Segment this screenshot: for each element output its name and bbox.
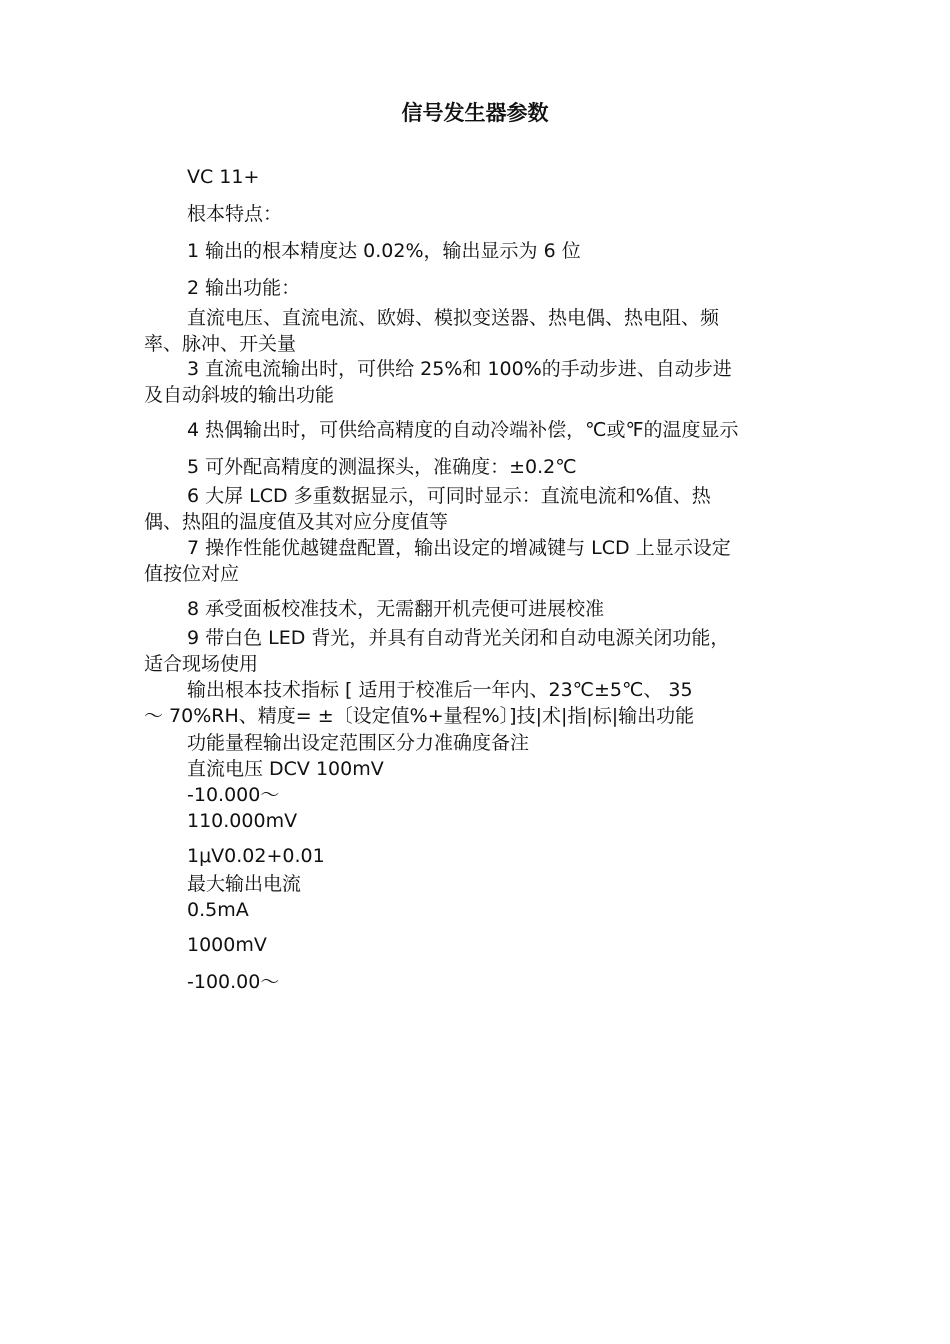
spec-range-1000mv-low: -100.00～: [187, 971, 280, 993]
feature-3: 3 直流电流输出时，可供给 25%和 100%的手动步进、自动步进: [187, 358, 732, 380]
model-line: VC 11+: [187, 166, 260, 188]
feature-7: 7 操作性能优越键盘配置，输出设定的增减键与 LCD 上显示设定: [187, 537, 731, 559]
spec-note: 最大输出电流: [187, 873, 302, 895]
spec-resolution-accuracy: 1μV0.02+0.01: [187, 845, 325, 867]
spec-range-1000mv: 1000mV: [187, 934, 267, 956]
feature-2-detail-cont: 率、脉冲、开关量: [144, 333, 297, 355]
feature-8: 8 承受面板校准技术，无需翻开机壳便可进展校准: [187, 598, 605, 620]
spec-note-value: 0.5mA: [187, 899, 249, 921]
spec-range-low: -10.000～: [187, 784, 280, 806]
feature-9-cont: 适合现场使用: [144, 653, 259, 675]
feature-3-cont: 及自动斜坡的输出功能: [144, 384, 335, 406]
feature-1: 1 输出的根本精度达 0.02%，输出显示为 6 位: [187, 240, 581, 262]
feature-7-cont: 值按位对应: [144, 563, 240, 585]
feature-9: 9 带白色 LED 背光，并具有自动背光关闭和自动电源关闭功能，: [187, 627, 730, 649]
spec-intro: 输出根本技术指标 [ 适用于校准后一年内、23℃±5℃、 35: [187, 679, 693, 701]
spec-table-header: 功能量程输出设定范围区分力准确度备注: [187, 732, 530, 754]
feature-5: 5 可外配高精度的测温探头，准确度：±0.2℃: [187, 456, 577, 478]
spec-row-dcv: 直流电压 DCV 100mV: [187, 758, 384, 780]
feature-2-detail: 直流电压、直流电流、欧姆、模拟变送器、热电偶、热电阻、频: [187, 307, 720, 329]
feature-2: 2 输出功能：: [187, 277, 301, 299]
feature-6-cont: 偶、热阻的温度值及其对应分度值等: [144, 511, 449, 533]
spec-intro-cont: ～ 70%RH、精度= ±〔设定值%+量程%〕]技|术|指|标|输出功能: [144, 705, 695, 727]
feature-6: 6 大屏 LCD 多重数据显示，可同时显示：直流电流和%值、热: [187, 485, 711, 507]
feature-4: 4 热偶输出时，可供给高精度的自动冷端补偿，℃或℉的温度显示: [187, 419, 739, 441]
section-heading: 根本特点：: [187, 203, 283, 225]
page-title: 信号发生器参数: [401, 101, 549, 125]
spec-range-high: 110.000mV: [187, 810, 298, 832]
